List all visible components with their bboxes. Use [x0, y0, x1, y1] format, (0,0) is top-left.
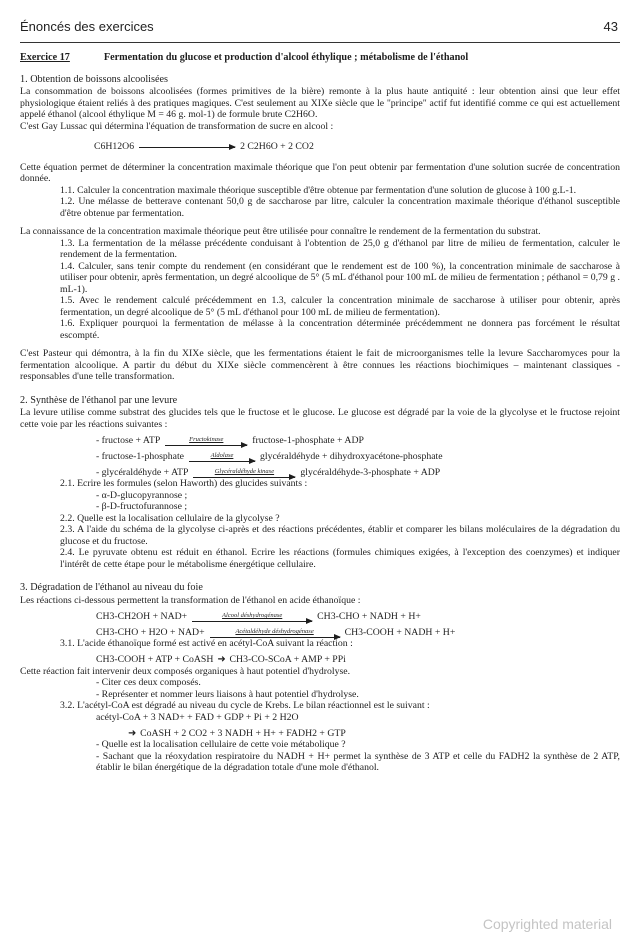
enzyme-label: Aldolase — [210, 452, 234, 459]
question-2-2: 2.2. Quelle est la localisation cellulaire de la glycolyse ? — [60, 512, 280, 524]
header-rule — [20, 42, 620, 43]
question-3-2-b: - Sachant que la réoxydation respiratoire du NADH + H+ permet la synthèse de 3 ATP et celle du FADH2 la synthèse de 2 ATP, établir le bilan énergétique de la dégradation totale d'une mole d'éthanol. — [96, 750, 620, 773]
question-3-2: 3.2. L'acétyl-CoA est dégradé au niveau du cycle de Krebs. Le bilan réactionnel est le suivant : — [60, 700, 430, 711]
reaction-right: fructose-1-phosphate + ADP — [252, 434, 364, 446]
exercise-title: Fermentation du glucose et production d'alcool éthylique ; métabolisme de l'éthanol — [103, 52, 469, 63]
enzyme-label: Glycéraldéhyde kinase — [214, 468, 275, 475]
reaction-right: CH3-CO-SCoA + AMP + PPi — [229, 654, 346, 665]
question-1-4: 1.4. Calculer, sans tenir compte du rendement (en considérant que le rendement est de 100 %), la concentration minimale de saccharose à utiliser pour obtenir, après fermentation, un degré alcoolique de 5° (5 mL d'éthanol pour 100 mL de milieu de fermentation ; ρéthanol = 0,79 g . mL-1). — [60, 260, 620, 295]
equation-right: 2 C2H6O + 2 CO2 — [240, 141, 314, 152]
exercise-number: Exercice 17 — [20, 52, 70, 63]
question-2-1-b: - β-D-fructofurannose ; — [96, 501, 188, 512]
question-1-1: 1.1. Calculer la concentration maximale théorique susceptible d'être obtenue par fermentation d'une solution de glucose à 100 g.L-1. — [60, 184, 577, 196]
reaction-fructokinase — [20, 430, 620, 446]
reaction-arrow — [210, 628, 340, 638]
section-2 — [20, 395, 620, 571]
equation-left: C6H12O6 — [94, 141, 135, 152]
section-2-title: 2. Synthèse de l'éthanol par une levure — [20, 394, 178, 406]
krebs-products: CoASH + 2 CO2 + 3 NADH + H+ + FADH2 + GTP — [140, 727, 346, 739]
gay-lussac-equation — [94, 141, 620, 153]
question-1-5: 1.5. Avec le rendement calculé précédemment en 1.3, calculer la concentration minimale de saccharose à utiliser pour obtenir, après fermentation, un degré alcoolique de 5° (5 mL d'éthanol pour 100 mL de milieu de fermentation). — [60, 295, 620, 318]
reaction-arrow — [139, 145, 235, 148]
section-1-intro: La consommation de boissons alcoolisées (formes primitives de la bière) remonte à la plus haute antiquité : leur obtention ainsi que leur effet physiologique étaient reliés à des pratiques magiques. C'est seulement au XIXe siècle que le "principe" actif fut identifié comme ce qui est actuellement appelé éthanol (alcool éthylique M = 46 g. mol-1) de formule brute C2H6O. — [20, 86, 620, 120]
krebs-equation-line-1: acétyl-CoA + 3 NAD+ + FAD + GDP + Pi + 2 H2O — [96, 711, 299, 723]
question-2-1: 2.1. Ecrire les formules (selon Haworth) des glucides suivants : — [60, 478, 308, 489]
enzyme-label: Fructokinase — [189, 436, 224, 443]
section-1 — [20, 74, 620, 383]
reaction-left: - glycéraldéhyde + ATP — [96, 466, 189, 478]
running-title: Énoncés des exercices — [20, 19, 154, 34]
reaction-left: CH3-CHO + H2O + NAD+ — [96, 626, 205, 638]
enzyme-label: Alcool déshydrogénase — [222, 612, 283, 619]
reaction-right: glycéraldéhyde + dihydroxyacétone-phosphate — [260, 450, 443, 462]
krebs-equation-line-2 — [20, 723, 620, 739]
section-1-after-equation: Cette équation permet de déterminer la concentration maximale théorique que l'on peut obtenir par fermentation d'une solution sucrée de concentration donnée. — [20, 161, 620, 184]
section-3-title: 3. Dégradation de l'éthanol au niveau du foie — [20, 582, 203, 593]
reaction-acetyl-coa-activation — [20, 650, 620, 666]
enzyme-label: Acétaldéhyde déshydrogénase — [235, 628, 314, 635]
high-energy-question-b: - Représenter et nommer leurs liaisons à haut potentiel d'hydrolyse. — [96, 688, 359, 700]
reaction-arrow — [189, 452, 255, 462]
pasteur-paragraph: C'est Pasteur qui démontra, à la fin du XIXe siècle, que les fermentations étaient le fait de microorganismes telle la levure Saccharomyces pour la fermentation alcoolique. A partir du début du XIXe siècle commencèrent à être connues les réactions biochimiques – maintenant classiques - responsables d'une telle transformation. — [20, 348, 620, 382]
question-1-6: 1.6. Expliquer pourquoi la fermentation de mélasse à la concentration déterminée précédemment ne donnera pas forcément le résultat escompté. — [60, 318, 620, 341]
question-3-1: 3.1. L'acide éthanoïque formé est activé en acétyl-CoA suivant la réaction : — [60, 638, 353, 649]
arrow-icon: ➜ — [217, 654, 226, 665]
reaction-left: CH3-COOH + ATP + CoASH — [96, 654, 214, 665]
reaction-aldolase — [20, 446, 620, 462]
reaction-arrow — [193, 468, 295, 478]
section-3-intro: Les réactions ci-dessous permettent la transformation de l'éthanol en acide éthanoïque : — [20, 594, 361, 606]
reaction-right: CH3-COOH + NADH + H+ — [344, 626, 456, 638]
reaction-left: - fructose-1-phosphate — [96, 450, 184, 462]
high-energy-question-a: - Citer ces deux composés. — [96, 677, 201, 688]
reaction-glyceraldehyde-kinase — [20, 462, 620, 478]
question-2-3: 2.3. A l'aide du schéma de la glycolyse ci-après et des réactions précédentes, établir et comparer les bilans moléculaires de la dégradation du glucose et du fructose. — [60, 524, 620, 547]
running-header — [14, 19, 618, 39]
question-2-1-a: - α-D-glucopyrannose ; — [96, 489, 188, 501]
reaction-right: CH3-CHO + NADH + H+ — [317, 610, 421, 622]
reaction-right: glycéraldéhyde-3-phosphate + ADP — [300, 466, 441, 478]
question-1-2: 1.2. Une mélasse de betterave contenant 50,0 g de saccharose par litre, calculer la concentration maximale théorique d'éthanol susceptible d'être obtenue par fermentation. — [60, 196, 620, 219]
reaction-acetaldehyde-deshydrogenase — [20, 622, 620, 638]
section-1-intro-2: C'est Gay Lussac qui détermina l'équation de transformation de sucre en alcool : — [20, 120, 334, 132]
question-3-2-a: - Quelle est la localisation cellulaire de cette voie métabolique ? — [96, 739, 346, 750]
question-2-4: 2.4. Le pyruvate obtenu est réduit en éthanol. Ecrire les réactions (formules chimiques exigées, à l'exception des coenzymes) et indiquer l'intérêt de cette étape pour le métabolisme énergétique cellulaire. — [60, 547, 620, 570]
page-body — [20, 52, 620, 774]
section-1-title: 1. Obtention de boissons alcoolisées — [20, 73, 168, 85]
page-number: 43 — [603, 19, 618, 34]
rendement-intro: La connaissance de la concentration maximale théorique peut être utilisée pour connaître le rendement de la fermentation du substrat. — [20, 226, 541, 237]
high-energy-intro: Cette réaction fait intervenir deux composés organiques à haut potentiel d'hydrolyse. — [20, 665, 351, 677]
section-2-intro: La levure utilise comme substrat des glucides tels que le fructose et le glucose. Le glucose est dégradé par la voie de la glycolyse et le fructose rejoint cette voie par les réactions suivantes : — [20, 407, 620, 430]
reaction-left: CH3-CH2OH + NAD+ — [96, 610, 188, 622]
reaction-arrow — [192, 612, 312, 622]
question-1-3: 1.3. La fermentation de la mélasse précédente conduisant à l'obtention de 25,0 g d'éthanol par litre de milieu de fermentation, calculer le rendement de la fermentation. — [60, 237, 620, 260]
reaction-alcool-deshydrogenase — [20, 606, 620, 622]
section-3 — [20, 582, 620, 774]
exercise-heading — [20, 52, 620, 64]
copyright-watermark: Copyrighted material — [482, 916, 612, 932]
arrow-icon: ➜ — [128, 727, 137, 739]
reaction-arrow — [165, 436, 247, 446]
reaction-left: - fructose + ATP — [96, 434, 161, 446]
